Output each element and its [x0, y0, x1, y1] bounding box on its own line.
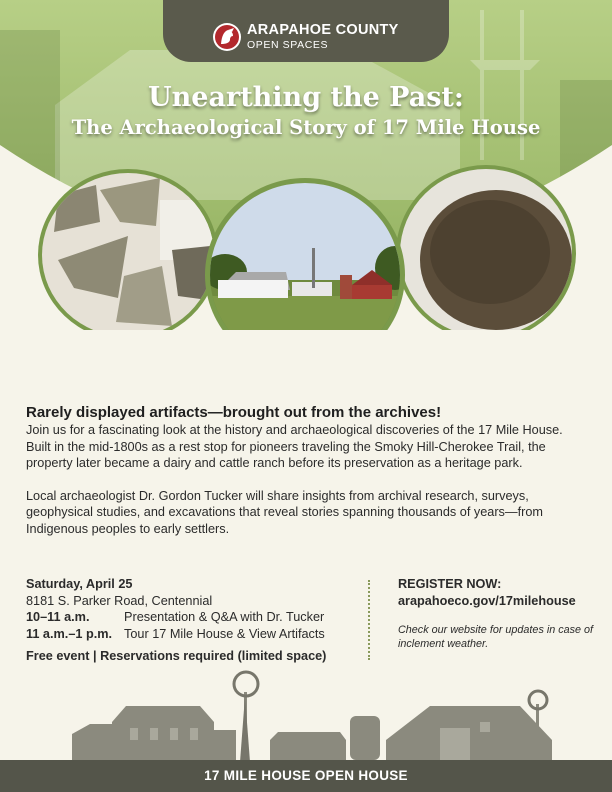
schedule-row-2: [26, 626, 366, 643]
event-note: Free event | Reservations required (limited space): [26, 649, 327, 663]
dotted-divider: [368, 580, 370, 660]
logo-county-name: ARAPAHOE COUNTY: [247, 22, 399, 38]
schedule-time-1: 10–11 a.m.: [26, 610, 90, 624]
intro-paragraph-1: Join us for a fascinating look at the history and archaeological discoveries of the 17 Mile House. Built in the mid-1800s as a rest stop for pioneers traveling the Smoky Hill-Cherokee Trail, the property later became a dairy and cattle ranch before its preservation as a heritage park.: [26, 423, 563, 470]
register-section: [398, 576, 598, 651]
footer-bar: 17 MILE HOUSE OPEN HOUSE: [0, 760, 612, 792]
title-line-2: The Archaeological Story of 17 Mile House: [71, 116, 541, 139]
hero-banner: [0, 0, 612, 330]
county-seal-icon: [212, 22, 242, 52]
intro-section: [26, 404, 586, 537]
register-title: REGISTER NOW:: [398, 577, 502, 591]
weather-note: Check our website for updates in case of inclement weather.: [398, 624, 594, 650]
event-details: [26, 576, 366, 665]
schedule-desc-2: Tour 17 Mile House & View Artifacts: [124, 626, 325, 641]
intro-paragraph-2: Local archaeologist Dr. Gordon Tucker will share insights from archival research, surveys, geophysical studies, and excavations that reveal stories spanning thousands of years—from Indigenous peoples to early settlers.: [26, 488, 543, 536]
title-line-1: Unearthing the Past:: [148, 82, 464, 113]
event-address: 8181 S. Parker Road, Centennial: [26, 593, 213, 608]
schedule-row-1: [26, 609, 366, 626]
intro-headline: Rarely displayed artifacts—brought out from the archives!: [26, 404, 442, 421]
schedule-desc-1: Presentation & Q&A with Dr. Tucker: [124, 610, 325, 624]
farm-silhouette-illustration: [0, 662, 612, 768]
logo-department-name: OPEN SPACES: [247, 39, 329, 51]
event-date: Saturday, April 25: [26, 577, 133, 591]
register-url-link[interactable]: arapahoeco.gov/17milehouse: [398, 593, 576, 608]
schedule-time-2: 11 a.m.–1 p.m.: [26, 626, 113, 641]
